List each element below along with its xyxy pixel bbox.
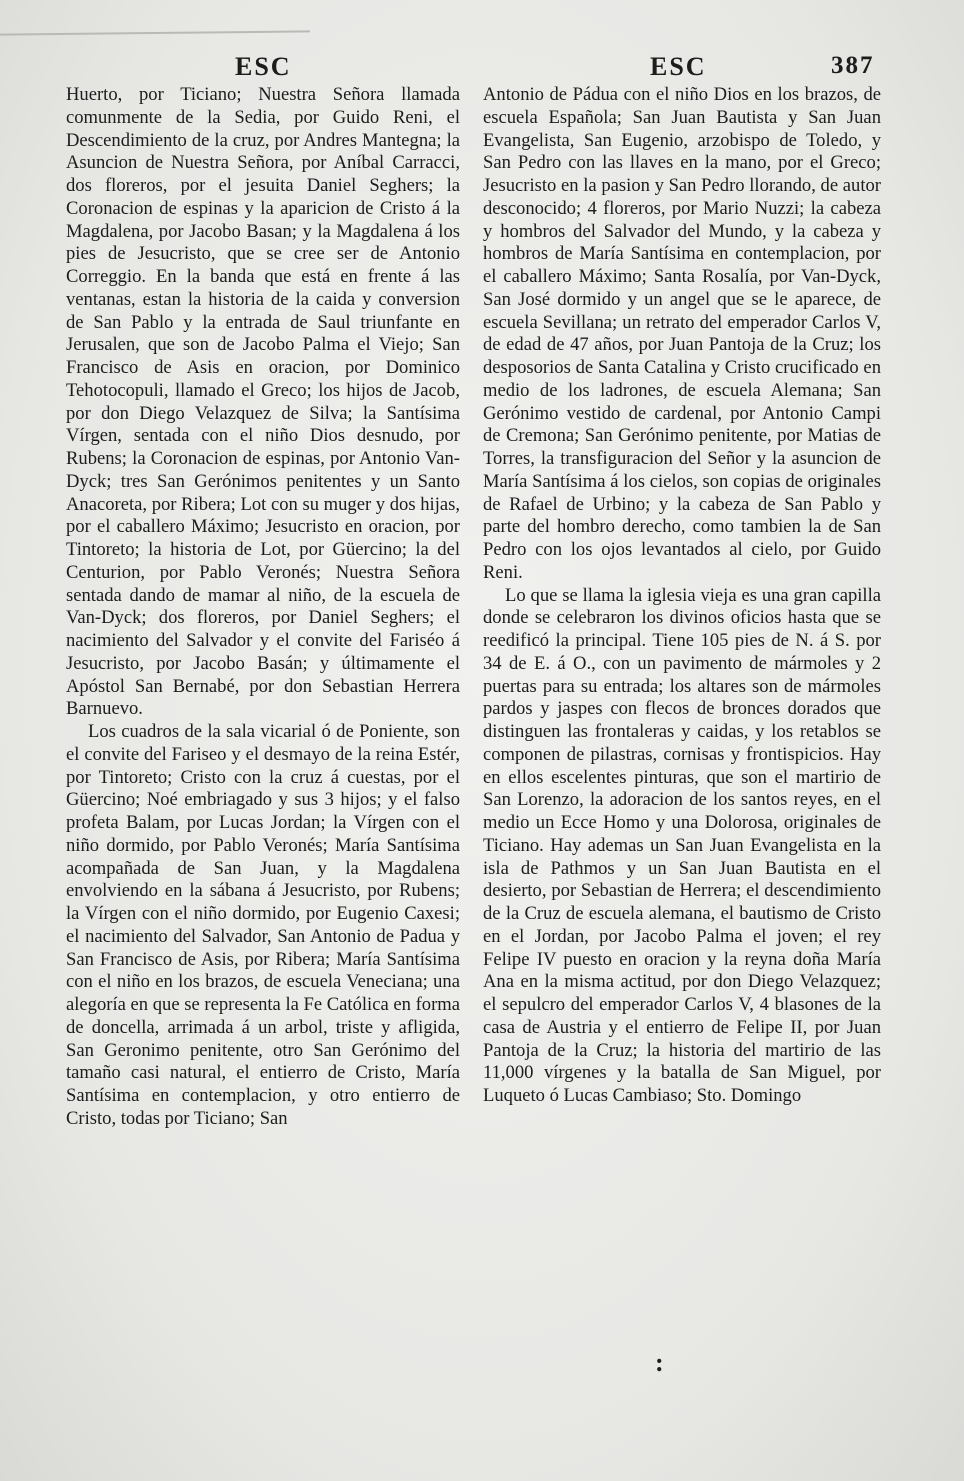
footer-mark: : (655, 1348, 664, 1377)
running-header-right: ESC (650, 52, 707, 81)
paragraph: Los cuadros de la sala vicarial ó de Poniente, son el convite del Fariseo y el desmayo de la reina Estér, por Tintoreto; Cristo con la cruz á cuestas, por el Güercino; Noé embriagado y sus 3 hijos; y el falso profeta Balam, por Lucas Jordan; la Vírgen con el niño dormido, por Pablo Veronés; María Santísima acompañada de San Juan, y la Magdalena envolviendo en la sábana á Jesucristo, por Rubens; la Vírgen con el niño dormido, por Eugenio Caxesi; el nacimiento del Salvador, San Antonio de Padua y San Francisco de Asis, por Ribera; María Santísima con el niño en los brazos, de escuela Veneciana; una alegoría en que se representa la Fe Católica en forma de doncella, arrimada á un arbol, triste y afligida, San Geronimo penitente, otro San Gerónimo del tamaño casi natural, el entierro de Cristo, María Santísima en contemplacion, y otro entierro de Cristo, todas por Ticiano; San (66, 721, 460, 1129)
running-header-left: ESC (235, 52, 292, 81)
left-column (66, 84, 460, 1131)
paragraph: Huerto, por Ticiano; Nuestra Señora llamada comunmente de la Sedia, por Guido Reni, el Descendimiento de la cruz, por Andres Mantegna; la Asuncion de Nuestra Señora, por Aníbal Carracci, dos floreros, por el jesuita Daniel Seghers; la Coronacion de espinas y la aparicion de Cristo á la Magdalena, por Jacobo Basan; y la Magdalena á los pies de Jesucristo, que se cree ser de Antonio Correggio. En la banda que está en frente á las ventanas, estan la historia de la caida y conversion de San Pablo y la entrada de Saul triunfante en Jerusalen, que son de Jacobo Palma el Viejo; San Francisco de Asis en oracion, por Dominico Tehotocopuli, llamado el Greco; los hijos de Jacob, por don Diego Velazquez de Silva; la Santísima Vírgen, sentada con el niño Dios desnudo, por Rubens; la Coronacion de espinas, por Antonio Van-Dyck; tres San Gerónimos penitentes y un Santo Anacoreta, por Ribera; Lot con su muger y dos hijas, por el caballero Máximo; Jesucristo en oracion, por Tintoreto; la historia de Lot, por Güercino; la del Centurion, por Pablo Veronés; Nuestra Señora sentada dando de mamar al niño, de la escuela de Van-Dyck; dos floreros, por Daniel Seghers; el nacimiento del Salvador y el convite del Fariséo á Jesucristo, por Jacobo Basán; y últimamente el Apóstol San Bernabé, por don Sebastian Herrera Barnuevo. (66, 84, 460, 720)
right-column (483, 84, 881, 1108)
paragraph: Antonio de Pádua con el niño Dios en los brazos, de escuela Española; San Juan Bautista y San Juan Evangelista, San Eugenio, arzobispo de Toledo, y San Pedro con las llaves en la mano, por el Greco; Jesucristo en la pasion y San Pedro llorando, de autor desconocido; 4 floreros, por Mario Nuzzi; la cabeza y hombros del Salvador del Mundo, y la cabeza y hombros de María Santísima en contemplacion, por el caballero Máximo; Santa Rosalía, por Van-Dyck, San José dormido y un angel que se le aparece, de escuela Sevillana; un retrato del emperador Carlos V, de edad de 47 años, por Juan Pantoja de la Cruz; los desposorios de Santa Catalina y Cristo crucificado en medio de los ladrones, de escuela Alemana; San Gerónimo vestido de cardenal, por Antonio Campi de Cremona; San Gerónimo penitente, por Matias de Torres, la transfiguracion del Señor y la asuncion de María Santísima á los cielos, son copias de originales de Rafael de Urbino; y la cabeza de San Pablo y parte del hombro derecho, como tambien la de San Pedro con los ojos levantados al cielo, por Guido Reni. (483, 84, 881, 583)
page-number: 387 (831, 52, 875, 79)
top-rule (0, 30, 310, 35)
paragraph: Lo que se llama la iglesia vieja es una gran capilla donde se celebraron los divinos oficios hasta que se reedificó la principal. Tiene 105 pies de N. á S. por 34 de E. á O., con un pavimento de mármoles y 2 puertas para su entrada; los altares son de mármoles pardos y jaspes con flecos de bronces dorados que distinguen las frontaleras y caidas, y los retablos se componen de pilastras, cornisas y frontispicios. Hay en ellos escelentes pinturas, que son el martirio de San Lorenzo, la adoracion de los santos reyes, en el medio un Ecce Homo y una Dolorosa, originales de Ticiano. Hay ademas un San Juan Evangelista en la isla de Pathmos y un San Juan Bautista en el desierto, por Sebastian de Herrera; el descendimiento de la Cruz de escuela alemana, el bautismo de Cristo en el Jordan, por Jacobo Palma el joven; el rey Felipe IV puesto en oracion y la reyna doña María Ana en la misma actitud, por don Diego Velazquez; el sepulcro del emperador Carlos V, 4 blasones de la casa de Austria y el entierro de Felipe II, por Juan Pantoja de la Cruz; la historia del martirio de las 11,000 vírgenes y la batalla de San Miguel, por Luqueto ó Lucas Cambiaso; Sto. Domingo (483, 584, 881, 1106)
